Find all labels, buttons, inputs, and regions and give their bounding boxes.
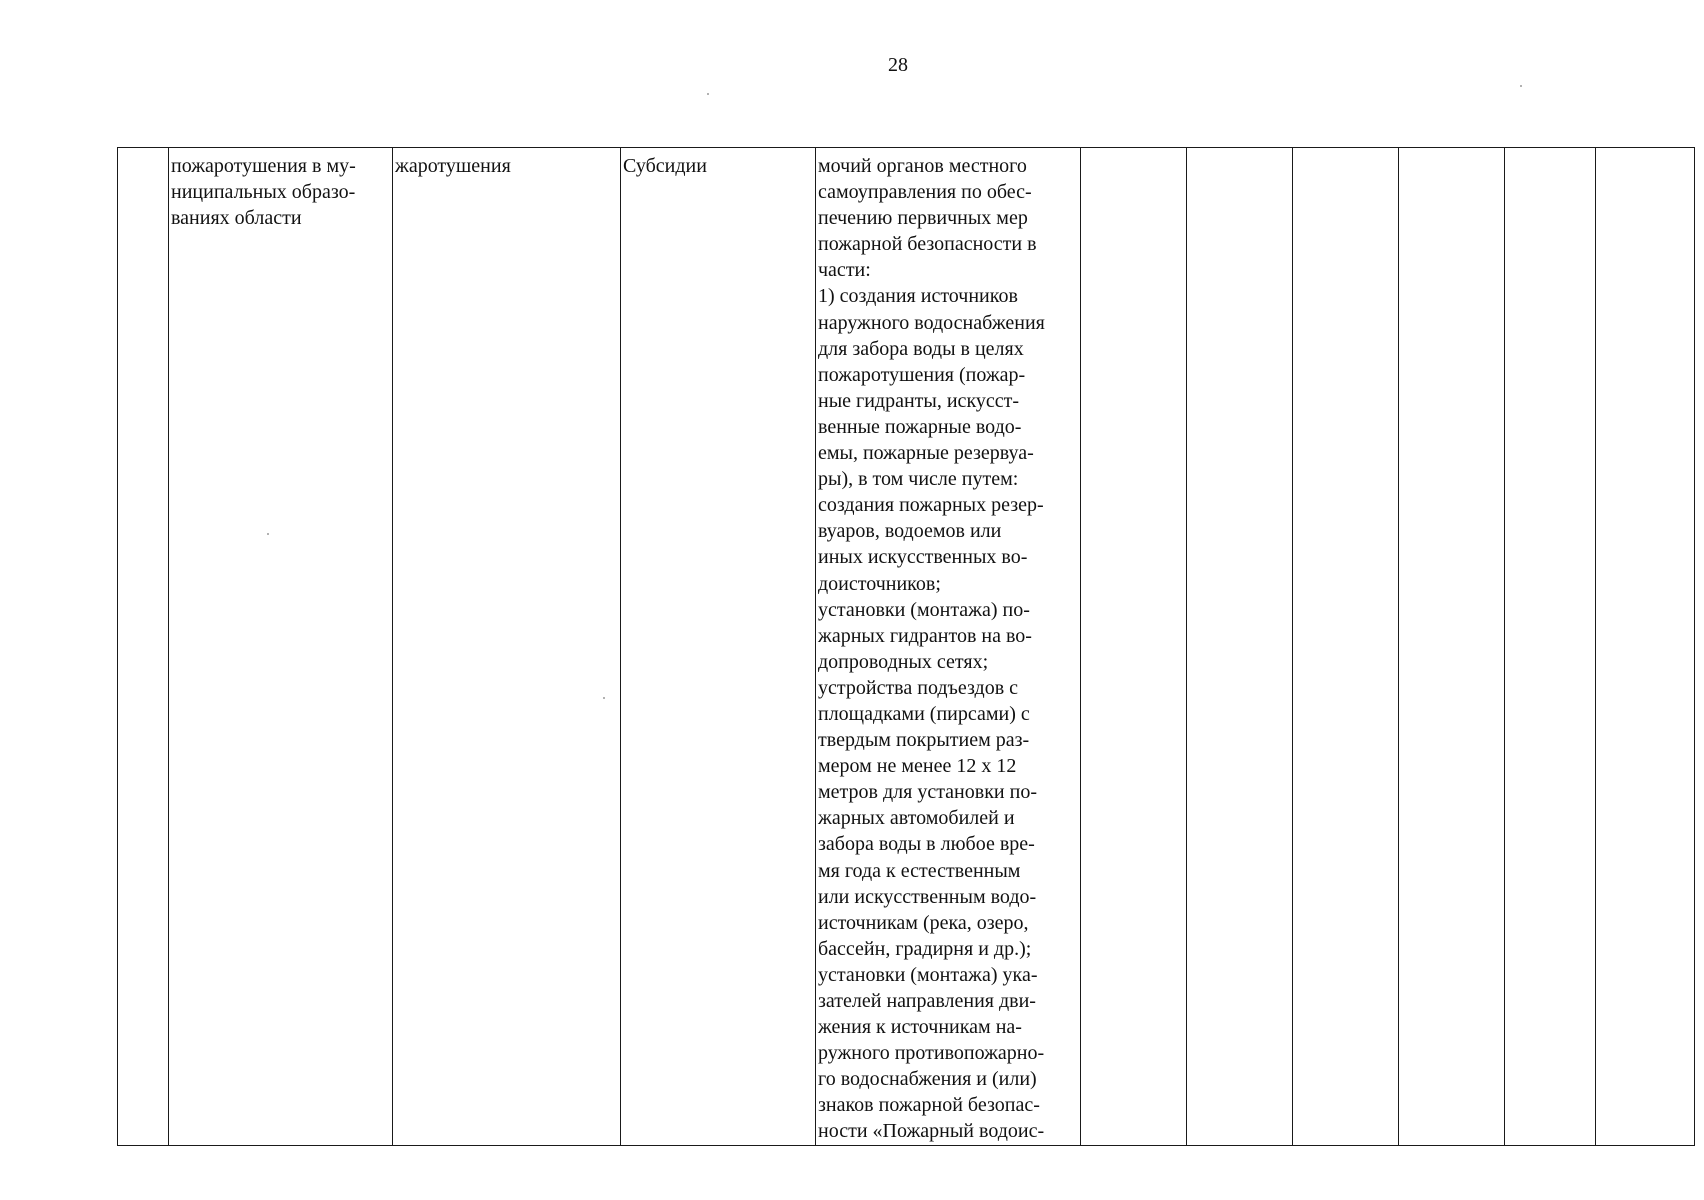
cell-funding-type-text <box>623 153 813 179</box>
text-line: емы, пожарные резервуа- <box>818 442 1034 465</box>
table-row <box>118 148 1695 1146</box>
text-line: доисточников; <box>818 572 941 595</box>
text-line: установки (монтажа) ука- <box>818 963 1038 986</box>
text-line: источникам (река, озеро, <box>818 911 1029 934</box>
text-line: жения к источникам на- <box>818 1016 1022 1039</box>
text-line: ружного противопожарно- <box>818 1042 1045 1065</box>
text-line: пожаротушения (пожар- <box>818 363 1026 386</box>
text-line: знаков пожарной безопас- <box>818 1094 1040 1117</box>
cell-empty-6 <box>1081 148 1187 1146</box>
text-line: для забора воды в целях <box>818 337 1024 360</box>
text-line: устройства подъездов с <box>818 676 1019 699</box>
text-line: мером не менее 12 х 12 <box>818 755 1017 778</box>
text-line: наружного водоснабжения <box>818 311 1045 334</box>
text-line: вуаров, водоемов или <box>818 520 1002 543</box>
text-line: допроводных сетях; <box>818 650 989 673</box>
cell-empty-8 <box>1293 148 1399 1146</box>
text-line: установки (монтажа) по- <box>818 598 1030 621</box>
cell-event-name-text <box>171 153 390 231</box>
cell-description-text <box>818 153 1078 1145</box>
cell-activity-text <box>395 153 618 179</box>
text-line: пожаротушения в му- <box>171 155 356 177</box>
cell-empty-10 <box>1505 148 1596 1146</box>
scan-speck <box>603 697 605 699</box>
cell-number <box>118 148 169 1146</box>
cell-empty-9 <box>1399 148 1505 1146</box>
text-line: го водоснабжения и (или) <box>818 1068 1037 1091</box>
text-line: ниципальных образо- <box>171 181 356 204</box>
text-line: или искусственным водо- <box>818 885 1037 908</box>
text-line: жарных автомобилей и <box>818 807 1015 830</box>
text-line: забора воды в любое вре- <box>818 833 1035 856</box>
text-line: венные пожарные водо- <box>818 415 1022 438</box>
cell-empty-11 <box>1596 148 1695 1146</box>
text-line: зателей направления дви- <box>818 990 1036 1012</box>
text-line: мя года к естественным <box>818 859 1021 882</box>
text-line: жарных гидрантов на во- <box>818 624 1032 647</box>
text-line: печению первичных мер <box>818 207 1028 230</box>
text-line: Субсидии <box>623 155 707 177</box>
cell-activity <box>393 148 621 1146</box>
text-line: бассейн, градирня и др.); <box>818 937 1032 960</box>
cell-event-name <box>169 148 393 1146</box>
cell-description <box>816 148 1081 1146</box>
text-line: ные гидранты, искусст- <box>818 389 1020 412</box>
text-line: самоуправления по обес- <box>818 181 1032 204</box>
scan-speck <box>267 533 269 535</box>
text-line: жаротушения <box>395 155 511 177</box>
text-line: твердым покрытием раз- <box>818 729 1030 752</box>
text-line: 1) создания источников <box>818 285 1018 308</box>
text-line: метров для установки по- <box>818 781 1037 804</box>
cell-empty-7 <box>1187 148 1293 1146</box>
page-number: 28 <box>888 54 908 76</box>
text-line: части: <box>818 259 871 282</box>
text-line: создания пожарных резер- <box>818 494 1044 517</box>
document-table <box>117 147 1695 1146</box>
scan-speck <box>1520 85 1522 87</box>
text-line: иных искусственных во- <box>818 546 1028 569</box>
text-line: мочий органов местного <box>818 155 1027 177</box>
text-line: ры), в том числе путем: <box>818 468 1019 491</box>
scan-speck <box>707 93 709 95</box>
text-line: площадками (пирсами) с <box>818 702 1030 725</box>
text-line: ваниях области <box>171 207 302 230</box>
text-line: ности «Пожарный водоис- <box>818 1120 1045 1143</box>
text-line: пожарной безопасности в <box>818 233 1037 256</box>
cell-funding-type <box>621 148 816 1146</box>
